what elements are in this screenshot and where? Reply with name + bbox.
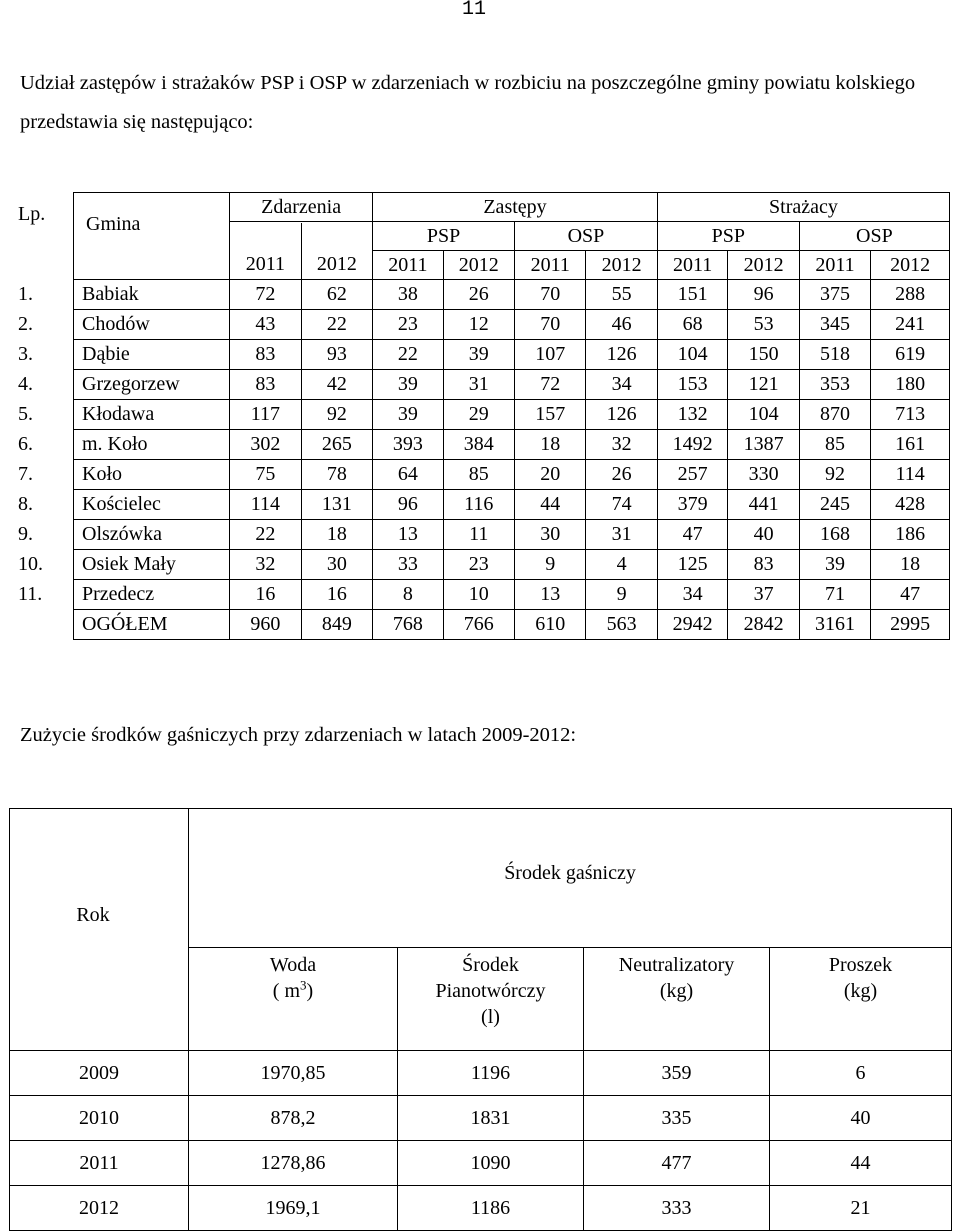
row-gmina: Olszówka [74, 520, 230, 550]
row-lp [0, 610, 74, 640]
row-value: 85 [799, 430, 870, 460]
row-value: 610 [515, 610, 586, 640]
row-value: 1186 [398, 1186, 584, 1231]
table-row [0, 340, 950, 370]
row-lp: 7. [18, 463, 33, 485]
row-value: 150 [728, 340, 799, 370]
header-woda: Woda ( $m^3$) [189, 948, 398, 1051]
row-value: 53 [728, 310, 799, 340]
header-zastepy: Zastępy [373, 193, 658, 222]
row-value: 1090 [398, 1141, 584, 1186]
row-value: 619 [871, 340, 950, 370]
row-value: 8 [373, 580, 443, 610]
row-value: 96 [728, 280, 799, 310]
section-title: Zużycie środków gaśniczych przy zdarzeniach w latach 2009-2012: [20, 724, 577, 746]
header-year: 2012 [871, 251, 950, 280]
row-gmina: Kłodawa [74, 400, 230, 430]
row-value: 257 [657, 460, 727, 490]
row-value: 245 [799, 490, 870, 520]
row-value: 2842 [728, 610, 799, 640]
row-value: 92 [799, 460, 870, 490]
row-value: 30 [515, 520, 586, 550]
row-value: 161 [871, 430, 950, 460]
row-lp: 8. [18, 493, 33, 515]
table-row [0, 610, 950, 640]
row-value: 713 [871, 400, 950, 430]
header-zastepy-psp: PSP [373, 222, 515, 251]
row-value: 16 [301, 580, 372, 610]
row-lp: 2. [18, 313, 33, 335]
row-value: 241 [871, 310, 950, 340]
header-year: 2011 [799, 251, 870, 280]
row-value: 153 [657, 370, 727, 400]
row-value: 379 [657, 490, 727, 520]
row-value: 29 [443, 400, 514, 430]
row-gmina: Babiak [74, 280, 230, 310]
row-value: 288 [871, 280, 950, 310]
row-value: 302 [230, 430, 301, 460]
row-rok: 2009 [10, 1051, 189, 1096]
table-row [0, 430, 950, 460]
row-value: 359 [584, 1051, 770, 1096]
row-value: 92 [301, 400, 372, 430]
row-value: 768 [373, 610, 443, 640]
header-zd-2011: 2011 [245, 253, 286, 275]
header-srodek-pianotworczy: Środek Pianotwórczy (l) [398, 948, 584, 1051]
row-value: 34 [586, 370, 657, 400]
row-value: 878,2 [189, 1096, 398, 1141]
row-lp: 11. [18, 583, 43, 605]
row-value: 11 [443, 520, 514, 550]
row-gmina: Grzegorzew [74, 370, 230, 400]
row-value: 32 [230, 550, 301, 580]
row-value: 180 [871, 370, 950, 400]
row-lp: 5. [18, 403, 33, 425]
row-value: 766 [443, 610, 514, 640]
row-value: 22 [230, 520, 301, 550]
row-value: 2942 [657, 610, 727, 640]
row-value: 168 [799, 520, 870, 550]
row-value: 9 [515, 550, 586, 580]
row-value: 186 [871, 520, 950, 550]
row-value: 16 [230, 580, 301, 610]
header-srodek-gasniczy: Środek gaśniczy [189, 809, 952, 948]
row-gmina: Kościelec [74, 490, 230, 520]
row-value: 83 [230, 370, 301, 400]
row-value: 64 [373, 460, 443, 490]
header-year: 2011 [373, 251, 443, 280]
header-year: 2011 [657, 251, 727, 280]
row-value: 1196 [398, 1051, 584, 1096]
row-value: 83 [728, 550, 799, 580]
row-value: 37 [728, 580, 799, 610]
row-value: 96 [373, 490, 443, 520]
header-zdarzenia: Zdarzenia [230, 193, 373, 222]
row-value: 1831 [398, 1096, 584, 1141]
row-value: 71 [799, 580, 870, 610]
header-strazacy-psp: PSP [657, 222, 799, 251]
row-value: 18 [871, 550, 950, 580]
row-value: 40 [770, 1096, 952, 1141]
row-value: 23 [443, 550, 514, 580]
header-strazacy-osp: OSP [799, 222, 949, 251]
row-value: 62 [301, 280, 372, 310]
row-value: 3161 [799, 610, 870, 640]
row-value: 31 [586, 520, 657, 550]
table-row [0, 520, 950, 550]
row-value: 393 [373, 430, 443, 460]
table-row [0, 550, 950, 580]
row-value: 30 [301, 550, 372, 580]
row-rok: 2011 [10, 1141, 189, 1186]
row-value: 4 [586, 550, 657, 580]
row-value: 13 [373, 520, 443, 550]
row-value: 384 [443, 430, 514, 460]
row-value: 353 [799, 370, 870, 400]
row-value: 40 [728, 520, 799, 550]
row-value: 132 [657, 400, 727, 430]
row-value: 104 [657, 340, 727, 370]
header-gmina: Gmina [74, 193, 230, 280]
row-value: 107 [515, 340, 586, 370]
header-zdarzenia-years [230, 222, 373, 280]
row-value: 10 [443, 580, 514, 610]
row-rok: 2012 [10, 1186, 189, 1231]
row-value: 23 [373, 310, 443, 340]
row-value: 960 [230, 610, 301, 640]
row-value: 47 [871, 580, 950, 610]
row-value: 157 [515, 400, 586, 430]
row-value: 13 [515, 580, 586, 610]
header-strazacy: Strażacy [657, 193, 949, 222]
row-value: 44 [770, 1141, 952, 1186]
row-value: 117 [230, 400, 301, 430]
row-value: 72 [515, 370, 586, 400]
row-value: 126 [586, 400, 657, 430]
row-value: 335 [584, 1096, 770, 1141]
row-value: 39 [443, 340, 514, 370]
row-value: 46 [586, 310, 657, 340]
row-value: 20 [515, 460, 586, 490]
row-value: 93 [301, 340, 372, 370]
header-neutralizatory: Neutralizatory (kg) [584, 948, 770, 1051]
row-value: 22 [373, 340, 443, 370]
table-row [10, 1096, 952, 1141]
row-value: 2995 [871, 610, 950, 640]
row-value: 78 [301, 460, 372, 490]
row-value: 26 [443, 280, 514, 310]
intro-paragraph: Udział zastępów i strażaków PSP i OSP w zdarzeniach w rozbiciu na poszczególne gminy powiatu kolskiego przedstawia się następująco: [20, 72, 916, 133]
row-value: 1278,86 [189, 1141, 398, 1186]
row-value: 44 [515, 490, 586, 520]
row-value: 39 [799, 550, 870, 580]
row-value: 849 [301, 610, 372, 640]
row-gmina: OGÓŁEM [74, 610, 230, 640]
row-value: 131 [301, 490, 372, 520]
row-value: 22 [301, 310, 372, 340]
header-year: 2011 [515, 251, 586, 280]
row-rok: 2010 [10, 1096, 189, 1141]
header-year: 2012 [443, 251, 514, 280]
row-value: 151 [657, 280, 727, 310]
row-gmina: Osiek Mały [74, 550, 230, 580]
row-value: 125 [657, 550, 727, 580]
row-value: 34 [657, 580, 727, 610]
row-lp: 1. [18, 283, 33, 305]
row-value: 68 [657, 310, 727, 340]
row-value: 85 [443, 460, 514, 490]
row-value: 114 [230, 490, 301, 520]
table-row [0, 580, 950, 610]
row-value: 870 [799, 400, 870, 430]
table-row [0, 280, 950, 310]
row-lp: 9. [18, 523, 33, 545]
row-value: 333 [584, 1186, 770, 1231]
row-value: 104 [728, 400, 799, 430]
row-value: 47 [657, 520, 727, 550]
row-value: 83 [230, 340, 301, 370]
row-value: 518 [799, 340, 870, 370]
participation-table [0, 192, 950, 640]
row-value: 18 [515, 430, 586, 460]
row-lp: 10. [18, 553, 43, 575]
row-value: 121 [728, 370, 799, 400]
row-value: 12 [443, 310, 514, 340]
row-value: 441 [728, 490, 799, 520]
row-lp: 6. [18, 433, 33, 455]
row-value: 42 [301, 370, 372, 400]
row-value: 114 [871, 460, 950, 490]
row-value: 6 [770, 1051, 952, 1096]
row-value: 265 [301, 430, 372, 460]
row-value: 1970,85 [189, 1051, 398, 1096]
row-value: 116 [443, 490, 514, 520]
table-row [0, 310, 950, 340]
header-zastepy-osp: OSP [515, 222, 658, 251]
header-lp: Lp. [18, 202, 46, 225]
row-value: 31 [443, 370, 514, 400]
row-value: 375 [799, 280, 870, 310]
row-value: 39 [373, 400, 443, 430]
header-year: 2012 [728, 251, 799, 280]
row-value: 18 [301, 520, 372, 550]
row-value: 38 [373, 280, 443, 310]
row-value: 428 [871, 490, 950, 520]
row-value: 26 [586, 460, 657, 490]
row-gmina: Koło [74, 460, 230, 490]
row-value: 1387 [728, 430, 799, 460]
row-value: 75 [230, 460, 301, 490]
row-value: 72 [230, 280, 301, 310]
row-value: 74 [586, 490, 657, 520]
row-value: 9 [586, 580, 657, 610]
row-value: 32 [586, 430, 657, 460]
row-gmina: m. Koło [74, 430, 230, 460]
table-row [0, 370, 950, 400]
row-lp: 3. [18, 343, 33, 365]
row-value: 126 [586, 340, 657, 370]
row-value: 1492 [657, 430, 727, 460]
row-value: 563 [586, 610, 657, 640]
row-value: 477 [584, 1141, 770, 1186]
row-gmina: Przedecz [74, 580, 230, 610]
table-row [0, 490, 950, 520]
header-zd-2012: 2012 [301, 251, 372, 279]
table-row [0, 460, 950, 490]
page-number: 11 [462, 0, 487, 21]
row-value: 1969,1 [189, 1186, 398, 1231]
row-value: 70 [515, 310, 586, 340]
row-value: 39 [373, 370, 443, 400]
row-value: 345 [799, 310, 870, 340]
row-value: 70 [515, 280, 586, 310]
row-gmina: Dąbie [74, 340, 230, 370]
header-proszek: Proszek (kg) [770, 948, 952, 1051]
header-lp-spacer [0, 251, 74, 280]
row-value: 33 [373, 550, 443, 580]
header-rok: Rok [10, 809, 189, 1051]
row-gmina: Chodów [74, 310, 230, 340]
table-row [10, 1141, 952, 1186]
row-value: 330 [728, 460, 799, 490]
table-row [10, 1051, 952, 1096]
row-value: 43 [230, 310, 301, 340]
row-value: 55 [586, 280, 657, 310]
table-row [0, 400, 950, 430]
extinguishing-agents-table [9, 808, 952, 1231]
header-year: 2012 [586, 251, 657, 280]
table-row [10, 1186, 952, 1231]
row-value: 21 [770, 1186, 952, 1231]
row-lp: 4. [18, 373, 33, 395]
